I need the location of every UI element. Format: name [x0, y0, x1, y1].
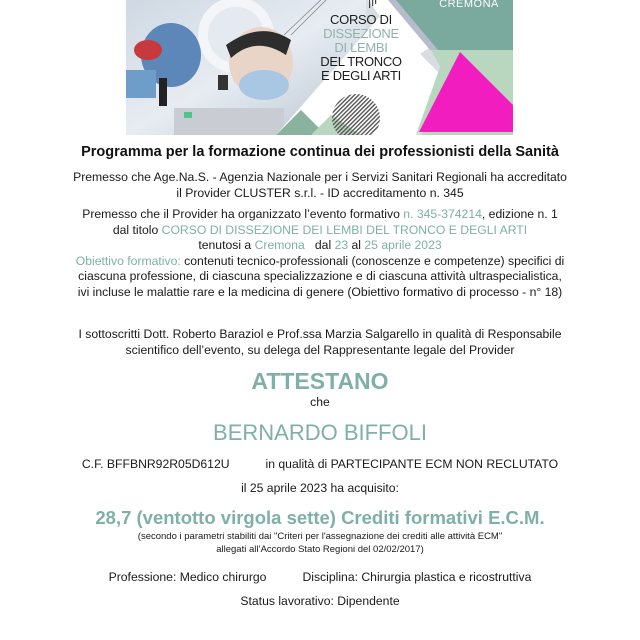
course-banner: [126, 0, 513, 135]
objective-label: Obiettivo formativo:: [75, 253, 181, 268]
profession: Professione: Medico chirurgo: [108, 569, 267, 584]
event-title-prefix: dal titolo: [112, 222, 162, 237]
objective-line: ivi incluse le malattie rare e la medicina di genere (Obiettivo formativo di processo - n° 18): [77, 284, 563, 299]
acquired-date: il 25 aprile 2023 ha acquisito:: [241, 481, 399, 495]
banner-city: CREMONA: [439, 0, 499, 10]
criteria-line: (secondo i parametri stabiliti dai "Criteri per l'assegnazione dei crediti alle attività ECM": [137, 530, 503, 542]
profession-discipline: [0, 570, 640, 586]
from-label: dal: [314, 238, 335, 252]
signatories-line: scientifico dell’evento, su delega del Rappresentante legale del Provider: [125, 342, 515, 357]
credits-awarded: 28,7 (ventotto virgola sette) Crediti formativi E.C.M.: [95, 506, 545, 528]
banner-title-line: DI LEMBI: [334, 40, 388, 55]
signatories-line: I sottoscritti Dott. Roberto Baraziol e Prof.ssa Marzia Salgarello in qualità di Responsabile: [78, 327, 562, 341]
criteria-line: allegati all’Accordo Stato Regioni del 02/02/2017): [216, 543, 424, 555]
event-location-line: [0, 238, 640, 254]
event-title-line: [0, 223, 640, 239]
event-premise: [0, 207, 640, 300]
objective-text: contenuti tecnico-professionali (conoscenze e competenze) specifici di: [180, 253, 565, 268]
work-status: Status lavorativo: Dipendente: [240, 594, 400, 608]
certificate-body: [0, 142, 640, 610]
event-title: CORSO DI DISSEZIONE DEI LEMBI DEL TRONCO E DEGLI ARTI: [161, 222, 528, 237]
document-heading: Programma per la formazione continua dei professionisti della Sanità: [81, 144, 559, 160]
event-prefix: Premesso che il Provider ha organizzato l’evento formativo: [82, 207, 404, 221]
participant-role: in qualità di PARTECIPANTE ECM NON RECLUTATO: [265, 456, 559, 471]
premise-line: Premesso che Age.Na.S. - Agenzia Nazionale per i Servizi Sanitari Regionali ha accreditato: [73, 170, 567, 184]
event-city: Cremona: [254, 238, 305, 252]
banner-course-title: [316, 13, 406, 83]
event-line: [0, 207, 640, 223]
participant-name: BERNARDO BIFFOLI: [213, 419, 427, 445]
fiscal-code: C.F. BFFBNR92R05D612U: [81, 456, 230, 471]
provider-premise: [0, 170, 640, 201]
banner-title-line: DEL TRONCO: [320, 54, 402, 69]
event-number: n. 345-374214: [403, 207, 482, 221]
event-edition: , edizione n. 1: [481, 207, 558, 221]
discipline: Disciplina: Chirurgia plastica e ricostruttiva: [302, 569, 532, 584]
to-label: al: [348, 238, 365, 252]
participant-details: [0, 457, 640, 473]
banner-title-line: CORSO DI: [330, 12, 392, 27]
attest-heading: ATTESTANO: [251, 368, 389, 394]
banner-title-line: E DEGLI ARTI: [321, 68, 401, 83]
from-day: 23: [334, 238, 349, 252]
banner-title-line: DISSEZIONE: [323, 26, 399, 41]
objective-line: ciascuna professione, di ciascuna specializzazione e di ciascuna attività ultraspecialistica,: [78, 269, 562, 283]
to-date: 25 aprile 2023: [364, 238, 442, 252]
signatories: [0, 327, 640, 358]
objective-line: [0, 254, 640, 270]
premise-line: il Provider CLUSTER s.r.l. - ID accreditamento n. 345: [176, 185, 464, 200]
held-prefix: tenutosi a: [198, 238, 255, 252]
che-text: che: [310, 395, 330, 409]
